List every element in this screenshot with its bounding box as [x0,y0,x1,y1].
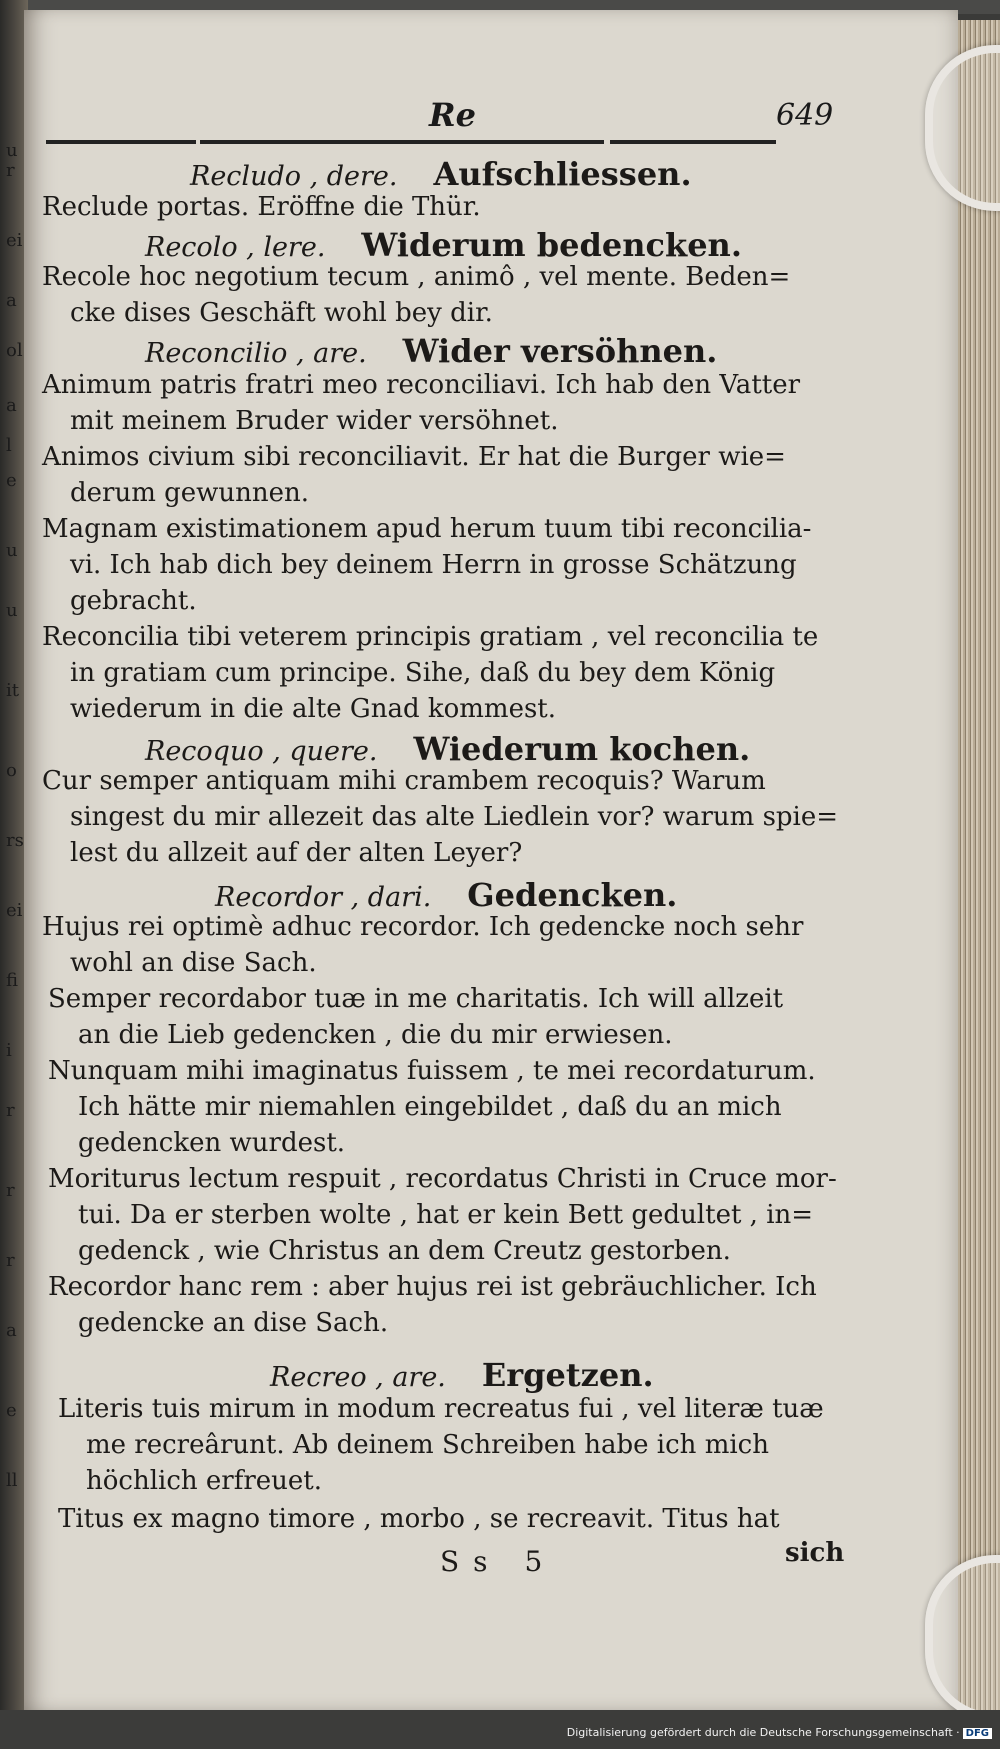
lemma-line [190,155,692,193]
lemma-gloss: Wiederum kochen. [413,730,751,768]
facing-page-letter: a [6,290,17,311]
page-edges [958,20,1000,1710]
facing-page-letter: a [6,1320,17,1341]
facing-page-letter: r [6,1180,15,1201]
text-line: Ich hätte mir niemahlen eingebildet , daß du an mich [78,1092,782,1122]
lemma-gloss: Ergetzen. [481,1356,654,1394]
lemma-headword: Recordor , dari. [215,882,432,913]
header-rule [610,140,776,144]
facing-page-letter: r [6,1250,15,1271]
facing-page-letter: ll [6,1470,18,1491]
facing-page-letter: r [6,160,15,181]
lemma-gloss: Wider versöhnen. [402,332,718,370]
text-line: Titus ex magno timore , morbo , se recreavit. Titus hat [58,1504,780,1534]
running-head: Re [429,96,476,134]
facing-page-letter: a [6,395,17,416]
text-line: Reconcilia tibi veterem principis gratiam , vel reconcilia te [42,622,819,652]
text-line: Cur semper antiquam mihi crambem recoquis? Warum [42,766,766,796]
catchword: sich [785,1538,845,1568]
facing-page-letter: e [6,1400,17,1421]
text-line: in gratiam cum principe. Sihe, daß du bey dem König [70,658,776,688]
text-line: höchlich erfreuet. [86,1466,323,1496]
credit-text: Digitalisierung gefördert durch die Deutsche Forschungsgemeinschaft · [566,1726,960,1739]
facing-page-letter: i [6,1040,12,1061]
lemma-line [270,1356,654,1394]
dfg-logo: DFG [963,1728,992,1739]
facing-page-letter: u [6,140,18,161]
facing-page-letter: r [6,1100,15,1121]
facing-page-edge [6,140,24,1640]
text-line: me recreârunt. Ab deinem Schreiben habe ich mich [86,1430,769,1460]
lemma-line [145,730,750,768]
text-line: wohl an dise Sach. [70,948,317,978]
lemma-headword: Recoquo , quere. [145,736,378,767]
facing-page-letter: u [6,540,18,561]
text-line: Semper recordabor tuæ in me charitatis. Ich will allzeit [48,984,784,1014]
text-line: gebracht. [70,586,197,616]
lemma-gloss: Aufschliessen. [433,155,692,193]
scan-background-bottom [0,1710,1000,1749]
text-line: Literis tuis mirum in modum recreatus fui , vel literæ tuæ [58,1394,824,1424]
facing-page-letter: it [6,680,19,701]
text-line: singest du mir allezeit das alte Liedlein vor? warum spie= [70,802,839,832]
text-line: gedenck , wie Christus an dem Creutz gestorben. [78,1236,731,1266]
text-line: gedencke an dise Sach. [78,1308,389,1338]
facing-page-letter: ei [6,230,23,251]
header-rule [46,140,196,144]
text-line: gedencken wurdest. [78,1128,346,1158]
text-line: Recole hoc negotium tecum , animô , vel mente. Beden= [42,262,791,292]
text-line: Animum patris fratri meo reconciliavi. Ich hab den Vatter [42,370,801,400]
facing-page-letter: ei [6,900,23,921]
lemma-headword: Recreo , are. [270,1362,446,1393]
lemma-line [215,876,677,914]
header-rule [200,140,604,144]
text-line: vi. Ich hab dich bey deinem Herrn in grosse Schätzung [70,550,797,580]
lemma-gloss: Widerum bedencken. [361,226,742,264]
page-number: 649 [776,98,834,133]
text-line: derum gewunnen. [70,478,310,508]
text-line: an die Lieb gedencken , die du mir erwiesen. [78,1020,673,1050]
text-line: Nunquam mihi imaginatus fuissem , te mei recordaturum. [48,1056,816,1086]
text-line: mit meinem Bruder wider versöhnet. [70,406,559,436]
lemma-headword: Recludo , dere. [190,161,398,192]
lemma-line [145,226,742,264]
lemma-gloss: Gedencken. [467,876,678,914]
text-line: Moriturus lectum respuit , recordatus Christi in Cruce mor- [48,1164,837,1194]
facing-page-letter: l [6,435,12,456]
text-line: cke dises Geschäft wohl bey dir. [70,298,493,328]
facing-page-letter: o [6,760,17,781]
text-line: lest du allzeit auf der alten Leyer? [70,838,523,868]
text-line: wiederum in die alte Gnad kommest. [70,694,557,724]
facing-page-letter: rs [6,830,24,851]
facing-page-letter: e [6,470,17,491]
text-line: tui. Da er sterben wolte , hat er kein Bett gedultet , in= [78,1200,814,1230]
signature-mark: Ss 5 [440,1545,557,1578]
facing-page-letter: ol [6,340,23,361]
digitization-credit [567,1726,992,1739]
facing-page-letter: u [6,600,18,621]
text-line: Animos civium sibi reconciliavit. Er hat die Burger wie= [42,442,786,472]
lemma-headword: Recolo , lere. [145,232,326,263]
text-line: Recordor hanc rem : aber hujus rei ist gebräuchlicher. Ich [48,1272,817,1302]
lemma-headword: Reconcilio , are. [145,338,367,369]
facing-page-letter: fi [6,970,19,991]
text-line: Magnam existimationem apud herum tuum tibi reconcilia- [42,514,812,544]
text-line: Hujus rei optimè adhuc recordor. Ich gedencke noch sehr [42,912,804,942]
text-line: Reclude portas. Eröffne die Thür. [42,192,481,222]
lemma-line [145,332,717,370]
page-header [24,88,958,148]
